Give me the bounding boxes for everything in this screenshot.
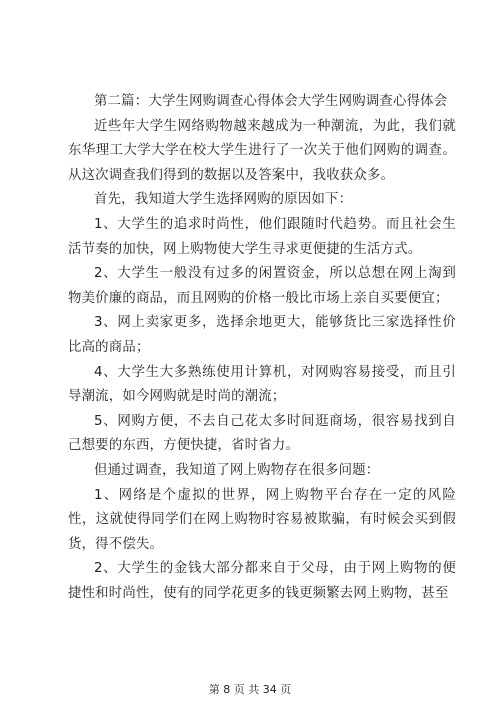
body-paragraph: 但通过调查，我知道了网上购物存在很多问题： bbox=[94, 462, 380, 478]
body-paragraph: 4、大学生大多熟练使用计算机，对网购容易接受，而且引导潮流，如今网购就是时尚的潮流； bbox=[68, 364, 456, 405]
page-number-footer: 第 8 页 共 34 页 bbox=[208, 683, 292, 696]
body-paragraph: 近些年大学生网络购物越来越成为一种潮流，为此，我们就东华理工大学大学在校大学生进行了一次关于他们网购的调查。从这次调查我们得到的数据以及答案中，我收获众多。 bbox=[68, 118, 456, 183]
body-paragraph: 1、大学生的追求时尚性，他们跟随时代趋势。而且社会生活节奏的加快，网上购物使大学生寻求更便捷的生活方式。 bbox=[68, 216, 456, 257]
body-paragraph: 5、网购方便，不去自己花太多时间逛商场，很容易找到自己想要的东西，方便快捷，省时省力。 bbox=[68, 413, 456, 454]
body-paragraph: 首先，我知道大学生选择网购的原因如下： bbox=[94, 192, 353, 208]
body-paragraph: 2、大学生的金钱大部分都来自于父母，由于网上购物的便捷性和时尚性，使有的同学花更多的钱更频繁去网上购物，甚至 bbox=[68, 561, 456, 601]
body-paragraph: 3、网上卖家更多，选择余地更大，能够货比三家选择性价比高的商品； bbox=[68, 315, 456, 355]
body-paragraph: 2、大学生一般没有过多的闲置资金，所以总想在网上淘到物美价廉的商品，而且网购的价格一般比市场上亲自买要便宜； bbox=[68, 266, 456, 306]
body-paragraph: 1、网络是个虚拟的世界，网上购物平台存在一定的风险性，这就使得同学们在网上购物时容易被欺骗，有时候会买到假货，得不偿失。 bbox=[68, 487, 456, 552]
heading-paragraph: 第二篇：大学生网购调查心得体会大学生网购调查心得体会 bbox=[94, 94, 448, 109]
document-body bbox=[68, 90, 456, 606]
